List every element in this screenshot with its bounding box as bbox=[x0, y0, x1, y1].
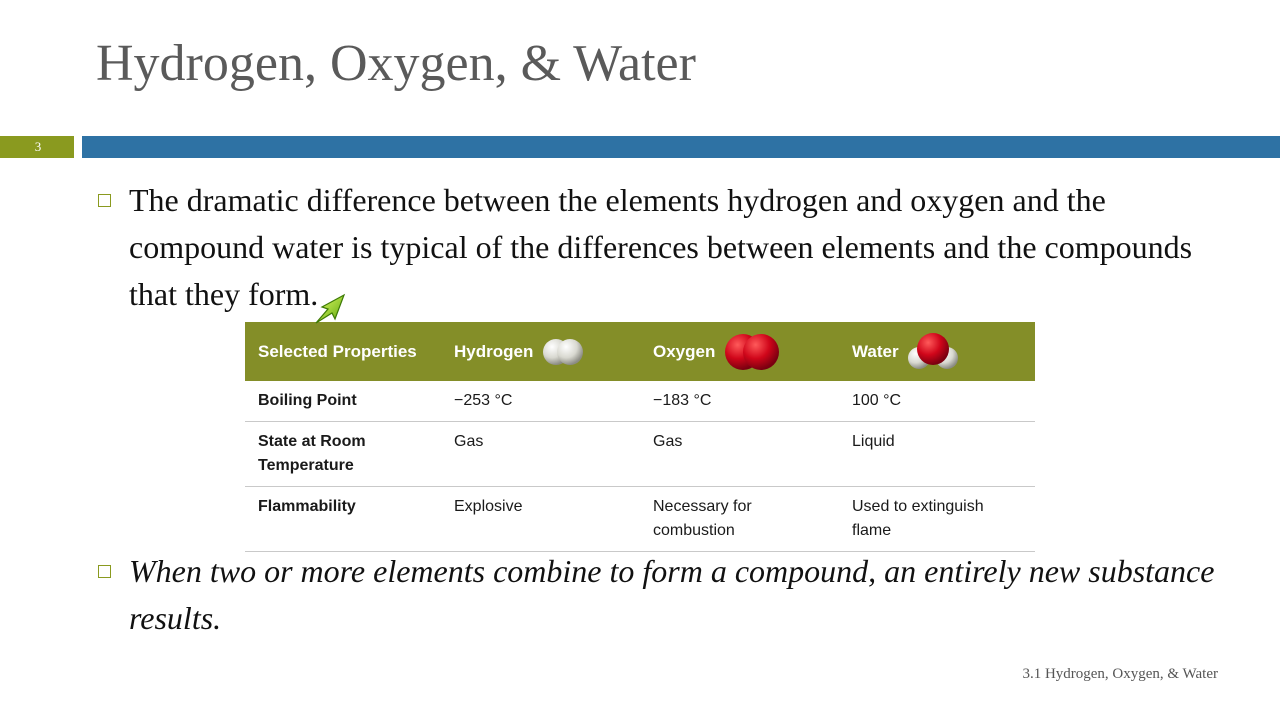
table-cell: Used to extinguish flame bbox=[839, 487, 1035, 552]
table-cell: Explosive bbox=[441, 487, 640, 552]
table-row bbox=[245, 422, 1035, 487]
square-bullet-icon bbox=[98, 565, 111, 578]
title-divider-bar bbox=[82, 136, 1280, 158]
table-cell: Gas bbox=[640, 422, 839, 487]
table-row bbox=[245, 381, 1035, 422]
square-bullet-icon bbox=[98, 194, 111, 207]
table-header-row bbox=[245, 322, 1035, 381]
row-label: Flammability bbox=[245, 487, 441, 552]
table-cell: −183 °C bbox=[640, 381, 839, 422]
slide-number-badge bbox=[0, 136, 74, 158]
table-cell: 100 °C bbox=[839, 381, 1035, 422]
slide-footer: 3.1 Hydrogen, Oxygen, & Water bbox=[1022, 666, 1218, 682]
header-label: Oxygen bbox=[653, 341, 716, 361]
table-cell: Liquid bbox=[839, 422, 1035, 487]
header-water bbox=[839, 322, 1035, 381]
row-label: Boiling Point bbox=[245, 381, 441, 422]
header-label: Selected Properties bbox=[258, 341, 417, 361]
hydrogen-molecule-icon bbox=[539, 332, 587, 372]
table-cell: Necessary for combustion bbox=[640, 487, 839, 552]
oxygen-molecule-icon bbox=[721, 330, 783, 374]
slide-title: Hydrogen, Oxygen, & Water bbox=[96, 35, 696, 92]
row-label: State at Room Temperature bbox=[245, 422, 441, 487]
header-label: Hydrogen bbox=[454, 341, 534, 361]
table-cell: Gas bbox=[441, 422, 640, 487]
bullet-text: The dramatic difference between the elements hydrogen and oxygen and the compound water is typical of the differences between elements and the compounds that they form. bbox=[129, 182, 1193, 312]
header-hydrogen bbox=[441, 322, 640, 381]
header-oxygen bbox=[640, 322, 839, 381]
table-row bbox=[245, 487, 1035, 552]
water-molecule-icon bbox=[905, 330, 961, 374]
bullet-text: When two or more elements combine to form a compound, an entirely new substance results. bbox=[129, 553, 1215, 636]
slide-number: 3 bbox=[34, 139, 42, 154]
properties-table bbox=[245, 322, 1035, 552]
header-label: Water bbox=[852, 341, 899, 361]
pointer-cursor-icon bbox=[312, 287, 352, 327]
table-cell: −253 °C bbox=[441, 381, 640, 422]
header-selected-properties bbox=[245, 322, 441, 381]
